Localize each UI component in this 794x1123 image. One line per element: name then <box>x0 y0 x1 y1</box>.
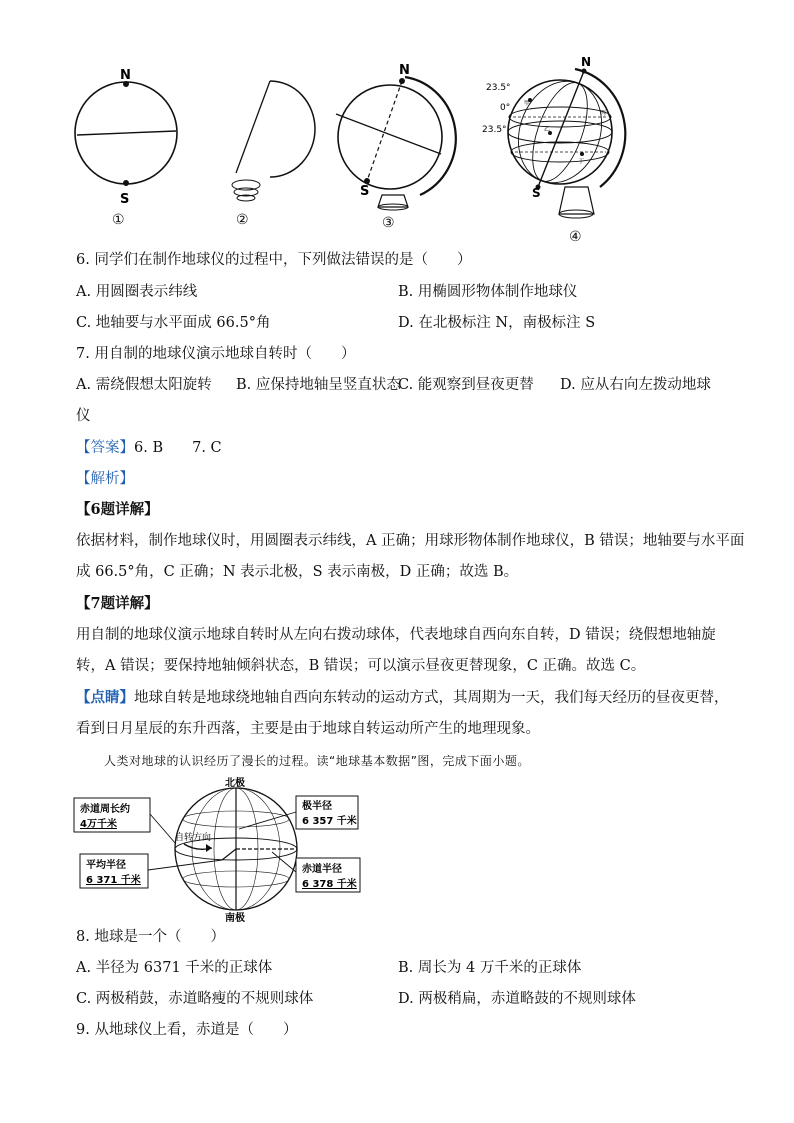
fig4-north-label: N <box>581 55 592 69</box>
figure-label-3: ③ <box>382 215 395 231</box>
figure-4-globe-grid <box>482 55 625 218</box>
q9-stem: 9. 从地球仪上看，赤道是（ ） <box>76 1022 298 1038</box>
answer-line <box>76 438 222 458</box>
fig4-mark-bing: 丙 <box>600 110 607 117</box>
comment-line1 <box>76 688 729 708</box>
q7-option-d-continued: 仪 <box>76 408 91 424</box>
polar-radius-label: 极半径 <box>302 801 332 812</box>
figure-1-circle <box>75 68 177 207</box>
polar-radius-value: 6 357 千米 <box>302 816 357 827</box>
mean-radius-value: 6 371 千米 <box>86 875 141 886</box>
q6-option-c: C. 地轴要与水平面成 66.5°角 <box>76 315 271 331</box>
detail6-tag: 【6题详解】 <box>76 501 159 518</box>
rotation-direction-label: 自转方向 <box>175 833 212 843</box>
q6-option-a: A. 用圆圈表示纬线 <box>76 284 198 300</box>
detail6-line1: 依据材料，制作地球仪时，用圆圈表示纬线，A 正确；用球形物体制作地球仪，B 错误；地轴要与水平面 <box>76 533 745 549</box>
fig4-mark-yi: 乙 <box>544 126 551 133</box>
fig4-south-label: S <box>532 186 541 200</box>
fig3-north-label: N <box>399 63 410 78</box>
equatorial-radius-label: 赤道半径 <box>302 864 342 875</box>
north-pole-label: 北极 <box>225 778 245 789</box>
equator-circumference-value: 4万千米 <box>80 819 117 830</box>
q8-option-b: B. 周长为 4 万千米的正球体 <box>398 960 582 976</box>
q6-option-b: B. 用椭圆形物体制作地球仪 <box>398 284 578 300</box>
fig3-south-label: S <box>360 184 370 199</box>
equator-circumference-label: 赤道周长约 <box>80 804 130 815</box>
figure-label-2: ② <box>236 212 249 228</box>
figure-label-4: ④ <box>569 229 582 245</box>
comment-line2: 看到日月星辰的东升西落，主要是由于地球自转运动所产生的地理现象。 <box>76 721 540 737</box>
detail6-line2: 成 66.5°角，C 正确；N 表示北极，S 表示南极，D 正确；故选 B。 <box>76 564 519 580</box>
detail7-tag: 【7题详解】 <box>76 595 159 612</box>
fig4-mark-jia: 甲 <box>524 100 531 107</box>
q7-option-c: C. 能观察到昼夜更替 <box>398 377 534 393</box>
q8-option-d: D. 两极稍扁，赤道略鼓的不规则球体 <box>398 991 636 1007</box>
detail7-line1: 用自制的地球仪演示地球自转时从左向右拨动球体，代表地球自西向东自转，D 错误；绕假想地轴旋 <box>76 627 716 643</box>
fig4-mark-ding: 丁 <box>578 158 585 165</box>
q6-option-d: D. 在北极标注 N，南极标注 S <box>398 315 596 331</box>
fig4-lat-bottom: 23.5° <box>482 125 507 135</box>
q8-stem: 8. 地球是一个（ ） <box>76 929 225 945</box>
figure-label-1: ① <box>112 212 125 228</box>
comment-text-1: 地球自转是地球绕地轴自西向东转动的运动方式，其周期为一天，我们每天经历的昼夜更替， <box>134 690 729 706</box>
fig1-south-label: S <box>120 192 130 207</box>
south-pole-label: 南极 <box>225 913 245 924</box>
q8-option-a: A. 半径为 6371 千米的正球体 <box>76 960 273 976</box>
answer-tag: 【答案】 <box>76 440 134 456</box>
q8-option-c: C. 两极稍鼓，赤道略瘦的不规则球体 <box>76 991 314 1007</box>
answer-text: 6. B 7. C <box>134 440 222 456</box>
figure-2-half-globe <box>232 81 315 201</box>
comment-tag: 【点睛】 <box>76 689 134 706</box>
q7-stem: 7. 用自制的地球仪演示地球自转时（ ） <box>76 346 356 362</box>
q6-stem: 6. 同学们在制作地球仪的过程中，下列做法错误的是（ ） <box>76 252 472 268</box>
fig1-north-label: N <box>120 68 131 83</box>
q7-option-a: A. 需绕假想太阳旋转 <box>76 377 212 393</box>
globe-making-figures <box>60 55 660 245</box>
mean-radius-label: 平均半径 <box>86 860 126 871</box>
figure-3-globe <box>336 63 456 210</box>
section-intro: 人类对地球的认识经历了漫长的过程。读“地球基本数据”图，完成下面小题。 <box>104 754 530 768</box>
detail7-line2: 转，A 错误；要保持地轴倾斜状态，B 错误；可以演示昼夜更替现象，C 正确。故选 C。 <box>76 658 646 674</box>
q7-option-d: D. 应从右向左拨动地球 <box>560 377 711 393</box>
q7-option-b: B. 应保持地轴呈竖直状态 <box>236 377 401 393</box>
fig4-lat-mid: 0° <box>500 103 511 113</box>
earth-basic-data-diagram <box>72 774 372 924</box>
fig4-lat-top: 23.5° <box>486 83 511 93</box>
earth-globe <box>175 788 297 910</box>
analysis-tag: 【解析】 <box>76 471 134 487</box>
equatorial-radius-value: 6 378 千米 <box>302 879 357 890</box>
